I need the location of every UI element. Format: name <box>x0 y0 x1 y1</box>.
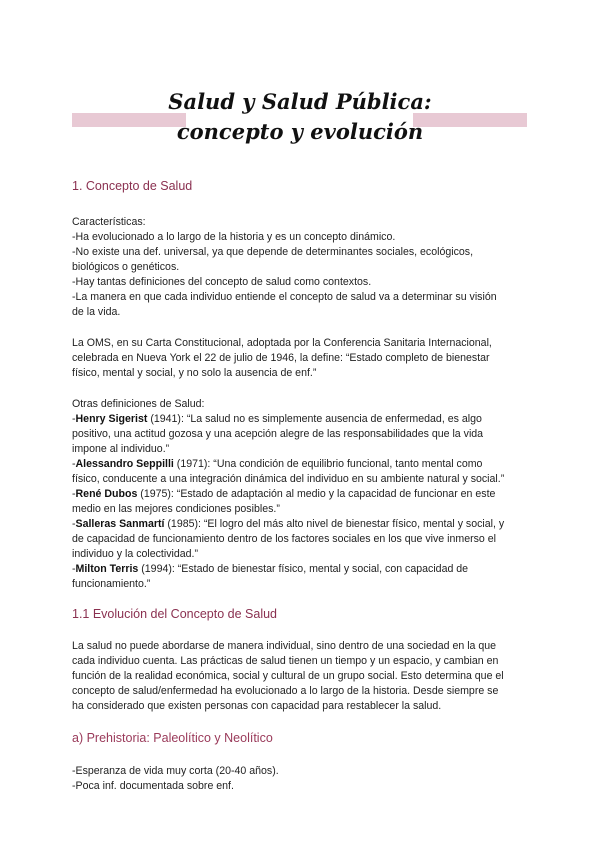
document-title-line2: concepto y evolución <box>176 119 424 144</box>
document-title-line1: Salud y Salud Pública: <box>168 89 432 114</box>
text-line: función de la realidad económica, social y cultural de un grupo social. Esto determina que el <box>72 670 504 682</box>
text-line: -Ha evolucionado a lo largo de la historia y es un concepto dinámico. <box>72 231 396 243</box>
definition-line: -Henry Sigerist (1941): “La salud no es simplemente ausencia de enfermedad, es algo <box>72 413 482 425</box>
author-name: René Dubos <box>75 488 138 500</box>
text-line: cada individuo cuenta. Las prácticas de salud tienen un tiempo y un espacio, y cambian en <box>72 655 499 667</box>
text-line: -Hay tantas definiciones del concepto de salud como contextos. <box>72 276 372 288</box>
author-name: Milton Terris <box>75 563 139 575</box>
list-item: -Poca inf. documentada sobre enf. <box>72 780 234 792</box>
definition-text: (1941): “La salud no es simplemente ausencia de enfermedad, es algo <box>147 413 482 425</box>
definition-text: (1985): “El logro del más alto nivel de bienestar físico, mental y social, y <box>164 518 505 530</box>
text-line: Características: <box>72 216 146 228</box>
text-line: impone al individuo.” <box>72 443 170 455</box>
text-line: Otras definiciones de Salud: <box>72 398 205 410</box>
text-line: físico, conducente a una integración dinámica del individuo en su ambiente natural y social.” <box>72 473 505 485</box>
list-item: -Esperanza de vida muy corta (20-40 años). <box>72 765 279 777</box>
evolucion-paragraph <box>72 639 532 714</box>
section-heading-evolucion: 1.1 Evolución del Concepto de Salud <box>72 607 278 621</box>
text-line: celebrada en Nueva York el 22 de julio de 1946, la define: “Estado completo de bienestar <box>72 352 490 364</box>
text-line: medio en las mejores condiciones posibles.” <box>72 503 280 515</box>
prehistoria-list <box>72 764 532 794</box>
definition-text: (1971): “Una condición de equilibrio funcional, tanto mental como <box>173 458 483 470</box>
author-name: Alessandro Seppilli <box>75 458 174 470</box>
definition-text: (1975): “Estado de adaptación al medio y la capacidad de funcionar en este <box>137 488 496 500</box>
text-line: ha considerado que existen personas con capacidad para restablecer la salud. <box>72 700 442 712</box>
text-line: biológicos o genéticos. <box>72 261 180 273</box>
text-line: -No existe una def. universal, ya que depende de determinantes sociales, ecológicos, <box>72 246 474 258</box>
text-line: funcionamiento.” <box>72 578 151 590</box>
text-line: de la vida. <box>72 306 121 318</box>
definition-line: -Alessandro Seppilli (1971): “Una condición de equilibrio funcional, tanto mental como <box>72 458 483 470</box>
caracteristicas-paragraph <box>72 215 532 320</box>
text-line: concepto de salud/enfermedad ha evolucionado a lo largo de la historia. Desde siempre se <box>72 685 499 697</box>
document-body <box>72 178 532 810</box>
otras-definiciones-paragraph <box>72 397 532 592</box>
definition-text: (1994): “Estado de bienestar físico, mental y social, con capacidad de <box>138 563 469 575</box>
definition-line: -Milton Terris (1994): “Estado de bienestar físico, mental y social, con capacidad de <box>72 563 469 575</box>
oms-paragraph <box>72 336 532 381</box>
text-line: La salud no puede abordarse de manera individual, sino dentro de una sociedad en la que <box>72 640 497 652</box>
text-line: positivo, una actitud gozosa y una acepción alegre de las responsabilidades que la vida <box>72 428 484 440</box>
author-name: Salleras Sanmartí <box>75 518 165 530</box>
definition-line: -Salleras Sanmartí (1985): “El logro del más alto nivel de bienestar físico, mental y social, y <box>72 518 505 530</box>
section-heading-concepto: 1. Concepto de Salud <box>72 179 193 193</box>
text-line: de capacidad de funcionamiento dentro de los factores sociales en los que vive inmerso el <box>72 533 497 545</box>
definition-line: -René Dubos (1975): “Estado de adaptación al medio y la capacidad de funcionar en este <box>72 488 496 500</box>
text-line: físico, mental y social, y no solo la ausencia de enf.” <box>72 367 317 379</box>
text-line: individuo y la colectividad.” <box>72 548 199 560</box>
text-line: La OMS, en su Carta Constitucional, adoptada por la Conferencia Sanitaria Internacional, <box>72 337 492 349</box>
text-line: -La manera en que cada individuo entiende el concepto de salud va a determinar su visión <box>72 291 497 303</box>
author-name: Henry Sigerist <box>75 413 148 425</box>
section-heading-prehistoria: a) Prehistoria: Paleolítico y Neolítico <box>72 731 273 745</box>
